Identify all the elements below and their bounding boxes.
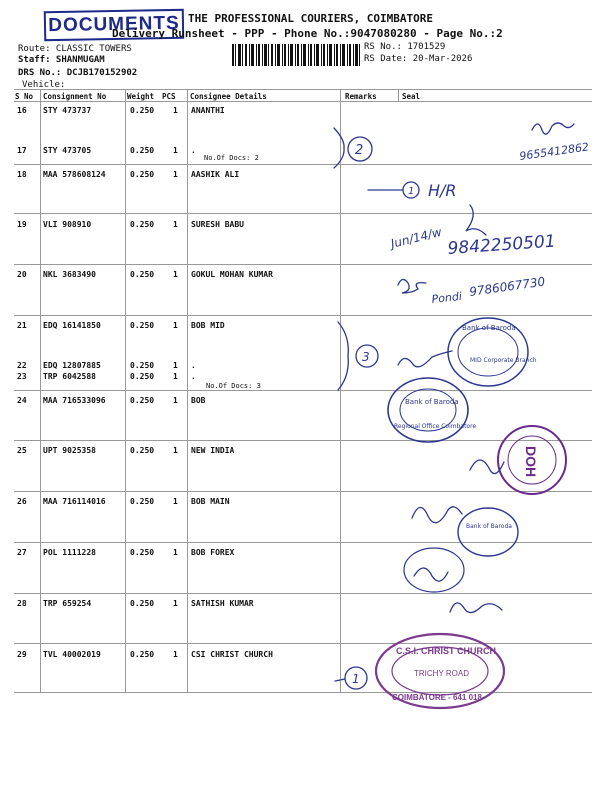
runsheet-subtitle: Delivery Runsheet - PPP - Phone No.:9047080280 - Page No.:2 <box>112 27 503 40</box>
row-consignee: . <box>191 361 196 370</box>
bob-mid-stamp <box>448 318 537 386</box>
row-sno: 25 <box>17 446 27 455</box>
row-consignment: MAA 716114016 <box>43 497 106 506</box>
hr-note: H/R <box>428 181 457 200</box>
row-pcs: 1 <box>173 321 178 330</box>
row-consignee: AASHIK ALI <box>191 170 240 179</box>
row-pcs: 1 <box>173 599 178 608</box>
row-weight: 0.250 <box>130 270 155 279</box>
bracket-group-two <box>334 128 344 168</box>
row-sno: 27 <box>17 548 27 557</box>
row-weight: 0.250 <box>130 321 155 330</box>
svg-text:DOH: DOH <box>523 446 539 478</box>
row-pcs: 1 <box>173 396 178 405</box>
row-sno: 26 <box>17 497 27 506</box>
signature-bob-main <box>412 507 462 523</box>
col-weight: Weight <box>127 92 155 101</box>
svg-text:Regional Office Coimbatore: Regional Office Coimbatore <box>394 423 477 430</box>
staff-label: Staff: SHANMUGAM <box>18 55 105 65</box>
row-pcs: 1 <box>173 361 178 370</box>
group-two-mark: 2 <box>355 143 364 158</box>
svg-text:COIMBATORE - 641 018: COIMBATORE - 641 018 <box>392 693 482 702</box>
row-pcs: 1 <box>173 497 178 506</box>
row-consignee: NEW INDIA <box>191 446 235 455</box>
row-weight: 0.250 <box>130 548 155 557</box>
svg-text:TRICHY ROAD: TRICHY ROAD <box>414 669 469 678</box>
row-docs-count: No.Of Docs: 2 <box>204 154 259 162</box>
signature-bob-forex <box>414 568 448 581</box>
row-sno: 17 <box>17 146 27 155</box>
name-note: Pondi <box>430 289 463 306</box>
row-consignment: MAA 578608124 <box>43 170 106 179</box>
row-consignment: EDQ 12807885 <box>43 361 101 370</box>
svg-text:C.S.I. CHRIST CHURCH: C.S.I. CHRIST CHURCH <box>396 646 497 656</box>
row-consignee: GOKUL MOHAN KUMAR <box>191 270 273 279</box>
row-weight: 0.250 <box>130 106 155 115</box>
col-sno: S No <box>15 92 34 101</box>
row-weight: 0.250 <box>130 497 155 506</box>
row-consignee: . <box>191 372 196 381</box>
row-consignment: VLI 908910 <box>43 220 92 229</box>
phone-one: 9655412862 <box>518 140 590 163</box>
signature-bob-mid <box>398 351 452 367</box>
row-pcs: 1 <box>173 548 178 557</box>
row-sno: 29 <box>17 650 27 659</box>
row-sno: 21 <box>17 321 27 330</box>
row-weight: 0.250 <box>130 396 155 405</box>
row-weight: 0.250 <box>130 446 155 455</box>
phone-two: 9842250501 <box>446 231 557 259</box>
row-pcs: 1 <box>173 146 178 155</box>
group-one-mark: 1 <box>352 672 360 686</box>
group-three-mark: 3 <box>362 350 370 364</box>
row-pcs: 1 <box>173 650 178 659</box>
row-sno: 24 <box>17 396 27 405</box>
col-remarks: Remarks <box>345 92 377 101</box>
row-consignee: ANANTHI <box>191 106 225 115</box>
row-consignment: STY 473705 <box>43 146 92 155</box>
svg-text:MID Corporate Branch: MID Corporate Branch <box>470 357 537 364</box>
company-title: THE PROFESSIONAL COURIERS, COIMBATORE <box>188 12 434 25</box>
bracket-group-three <box>338 322 348 390</box>
row-consignment: POL 1111228 <box>43 548 96 557</box>
row-weight: 0.250 <box>130 220 155 229</box>
row-weight: 0.250 <box>130 372 155 381</box>
row-sno: 16 <box>17 106 27 115</box>
row-consignee: SATHISH KUMAR <box>191 599 254 608</box>
route-label: Route: CLASSIC TOWERS <box>18 44 132 54</box>
row-weight: 0.250 <box>130 361 155 370</box>
vehicle-label: Vehicle: <box>22 80 66 90</box>
col-seal: Seal <box>402 92 421 101</box>
documents-stamp: DOCUMENTS <box>44 9 185 41</box>
drs-number: DRS No.: DCJB170152902 <box>18 68 138 78</box>
doh-stamp <box>498 426 566 494</box>
bob-main-stamp <box>458 508 518 556</box>
svg-text:Bank of Baroda: Bank of Baroda <box>405 398 459 406</box>
row-pcs: 1 <box>173 446 178 455</box>
row-consignee: CSI CHRIST CHURCH <box>191 650 273 659</box>
svg-text:Bank of Baroda: Bank of Baroda <box>466 523 512 530</box>
date-note: Jun/14/w <box>389 224 444 251</box>
signature-sathish <box>450 603 502 613</box>
rs-number: RS No.: 1701529 <box>364 42 446 52</box>
row-consignment: MAA 716533096 <box>43 396 106 405</box>
signature-suresh <box>466 205 486 235</box>
row-consignment: EDQ 16141850 <box>43 321 101 330</box>
row-sno: 28 <box>17 599 27 608</box>
signature-ananthi <box>532 123 574 134</box>
row-sno: 18 <box>17 170 27 179</box>
row-docs-count: No.Of Docs: 3 <box>206 382 261 390</box>
bob-forex-stamp <box>404 548 464 592</box>
row-weight: 0.250 <box>130 170 155 179</box>
col-consignment: Consignment No <box>43 92 107 101</box>
row-weight: 0.250 <box>130 146 155 155</box>
row-pcs: 1 <box>173 372 178 381</box>
row-consignment: TRP 659254 <box>43 599 92 608</box>
row-weight: 0.250 <box>130 650 155 659</box>
col-pcs: PCS <box>162 92 176 101</box>
row-consignment: TVL 40002019 <box>43 650 101 659</box>
phone-three: 9786067730 <box>468 274 547 299</box>
row-consignee: BOB MID <box>191 321 225 330</box>
row-sno: 22 <box>17 361 27 370</box>
col-consignee: Consignee Details <box>190 92 267 101</box>
row-consignee: SURESH BABU <box>191 220 244 229</box>
row-consignment: TRP 6042588 <box>43 372 96 381</box>
row-consignee: . <box>191 146 196 155</box>
row-pcs: 1 <box>173 270 178 279</box>
row-consignment: UPT 9025358 <box>43 446 96 455</box>
dash-mark-csi <box>335 679 345 681</box>
row-consignee: BOB MAIN <box>191 497 230 506</box>
signature-gokul <box>398 279 426 293</box>
csi-church-stamp <box>376 634 504 708</box>
row-consignee: BOB <box>191 396 206 405</box>
one-mark: 1 <box>408 186 415 197</box>
row-pcs: 1 <box>173 106 178 115</box>
svg-text:Bank of Baroda: Bank of Baroda <box>462 324 516 332</box>
row-pcs: 1 <box>173 220 178 229</box>
row-consignment: NKL 3683490 <box>43 270 96 279</box>
row-pcs: 1 <box>173 170 178 179</box>
rs-date: RS Date: 20-Mar-2026 <box>364 54 473 64</box>
row-consignee: BOB FOREX <box>191 548 235 557</box>
row-sno: 20 <box>17 270 27 279</box>
bob-regional-stamp <box>388 378 476 442</box>
row-weight: 0.250 <box>130 599 155 608</box>
row-sno: 19 <box>17 220 27 229</box>
row-consignment: STY 473737 <box>43 106 92 115</box>
row-sno: 23 <box>17 372 27 381</box>
